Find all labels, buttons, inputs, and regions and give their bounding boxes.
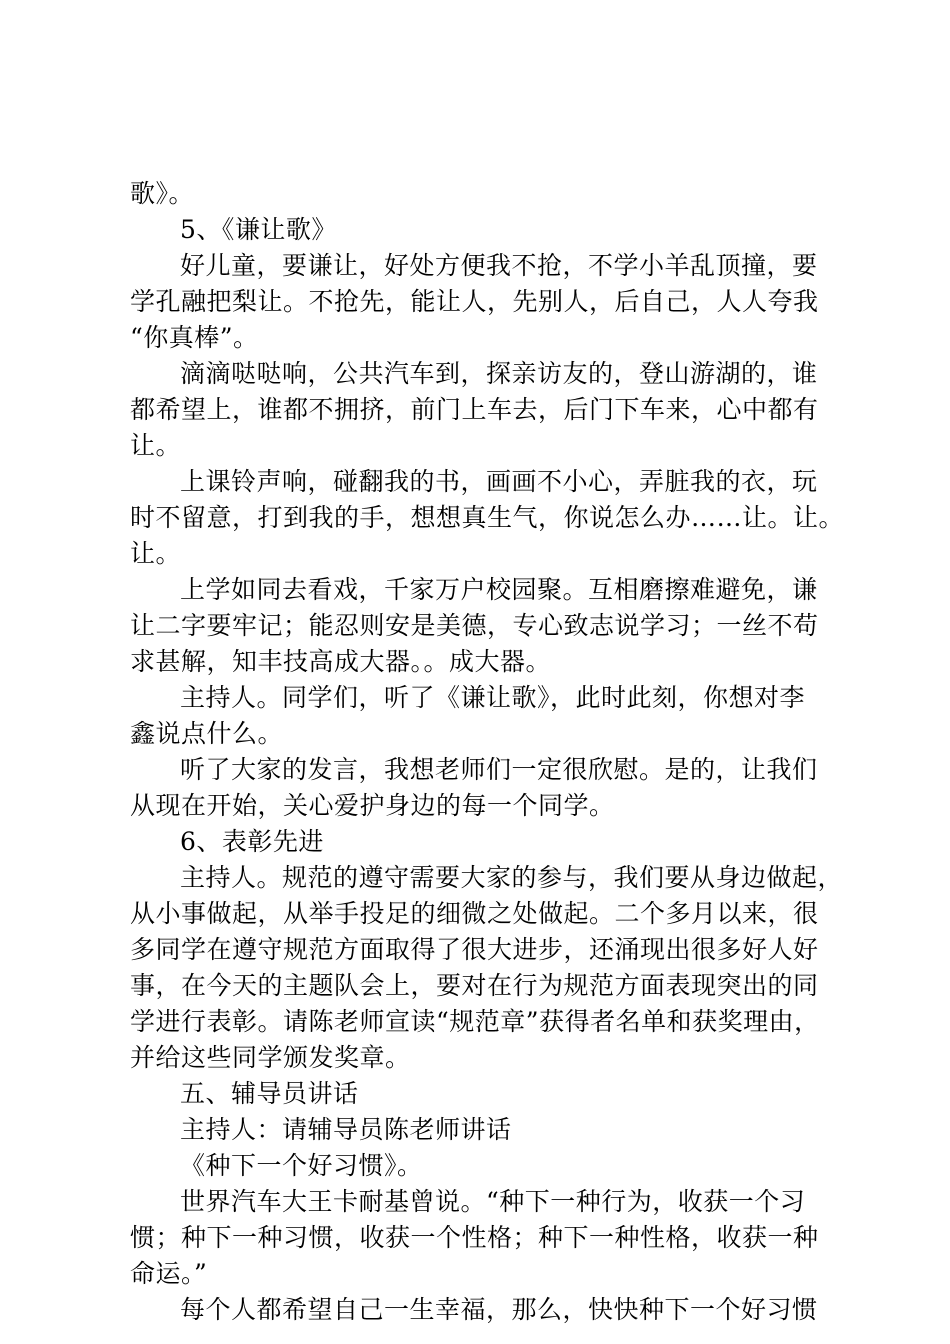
text-line: 命运。” (130, 1259, 208, 1288)
text-line: 滴滴哒哒响，公共汽车到，探亲访友的，登山游湖的，谁 (180, 359, 818, 388)
text-line: 惯；种下一种习惯，收获一个性格；种下一种性格，收获一种 (130, 1223, 819, 1252)
text-line: 主持人：请辅导员陈老师讲话 (180, 1115, 512, 1144)
text-line: 学进行表彰。请陈老师宣读“规范章”获得者名单和获奖理由， (130, 1007, 820, 1036)
text-line: 事，在今天的主题队会上，要对在行为规范方面表现突出的同 (130, 971, 819, 1000)
text-line: 时不留意，打到我的手，想想真生气，你说怎么办……让。让。 (130, 503, 845, 532)
text-line: 主持人。规范的遵守需要大家的参与，我们要从身边做起， (180, 863, 844, 892)
text-line: 《种下一个好习惯》。 (180, 1151, 423, 1180)
text-line: 上学如同去看戏，千家万户校园聚。互相磨擦难避免，谦 (180, 575, 818, 604)
section-heading: 五、辅导员讲话 (180, 1079, 359, 1108)
text-line: 每个人都希望自己一生幸福，那么，快快种下一个好习惯 (180, 1295, 818, 1324)
text-line: 好儿童，要谦让，好处方便我不抢，不学小羊乱顶撞，要 (180, 251, 818, 280)
text-line: 歌》。 (130, 179, 195, 208)
text-line: 鑫说点什么。 (130, 719, 284, 748)
text-line: 从小事做起，从举手投足的细微之处做起。二个多月以来，很 (130, 899, 819, 928)
text-line: 从现在开始，关心爱护身边的每一个同学。 (130, 791, 615, 820)
text-line: “你真棒”。 (130, 323, 259, 352)
text-line: 并给这些同学颁发奖章。 (130, 1043, 411, 1072)
text-line: 上课铃声响，碰翻我的书，画画不小心，弄脏我的衣，玩 (180, 467, 818, 496)
text-line: 主持人。同学们，听了《谦让歌》，此时此刻，你想对李 (180, 683, 806, 712)
section-heading: 6、表彰先进 (180, 827, 324, 856)
text-line: 学孔融把梨让。不抢先，能让人，先别人，后自己，人人夸我 (130, 287, 819, 316)
text-line: 都希望上，谁都不拥挤，前门上车去，后门下车来，心中都有 (130, 395, 819, 424)
text-line: 让。 (130, 431, 182, 460)
text-line: 求甚解，知丰技高成大器。。成大器。 (130, 647, 552, 676)
section-heading: 5、《谦让歌》 (180, 215, 337, 244)
text-line: 让。 (130, 539, 182, 568)
text-line: 多同学在遵守规范方面取得了很大进步，还涌现出很多好人好 (130, 935, 819, 964)
text-line: 听了大家的发言，我想老师们一定很欣慰。是的，让我们 (180, 755, 818, 784)
text-line: 让二字要牢记；能忍则安是美德，专心致志说学习；一丝不苟 (130, 611, 819, 640)
text-line: 世界汽车大王卡耐基曾说。“种下一种行为，收获一个习 (180, 1187, 806, 1216)
